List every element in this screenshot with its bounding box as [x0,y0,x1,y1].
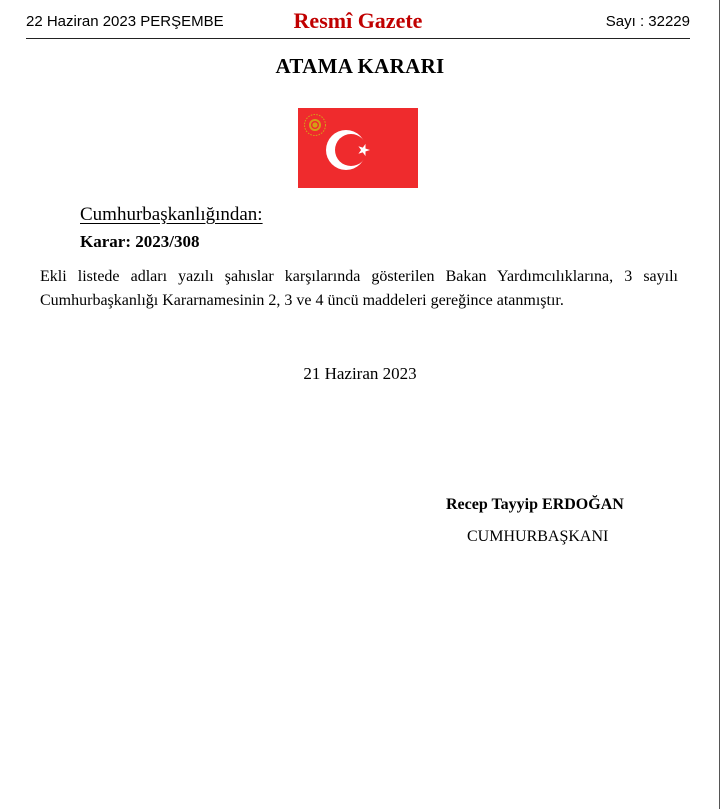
decision-body-line-2: Cumhurbaşkanlığı Kararnamesinin 2, 3 ve 4 üncü maddeleri gereğince atanmıştır. [40,292,564,309]
decision-body-line-1: Ekli listede adları yazılı şahıslar karşılarında gösterilen Bakan Yardımcılıklarına, 3 sayılı [40,268,678,285]
signer-name: Recep Tayyip ERDOĞAN [446,496,624,513]
header-date: 22 Haziran 2023 PERŞEMBE [26,13,224,30]
gazette-header [26,8,690,39]
issue-number: Sayı : 32229 [605,13,690,30]
turkish-flag-icon [298,108,418,188]
decision-number: Karar: 2023/308 [80,232,200,251]
issuer-heading: Cumhurbaşkanlığından: [80,204,263,225]
decision-date: 21 Haziran 2023 [303,364,417,383]
signer-title: CUMHURBAŞKANI [467,528,609,545]
decision-title: ATAMA KARARI [275,54,445,78]
gazette-title: Resmî Gazete [293,8,423,33]
